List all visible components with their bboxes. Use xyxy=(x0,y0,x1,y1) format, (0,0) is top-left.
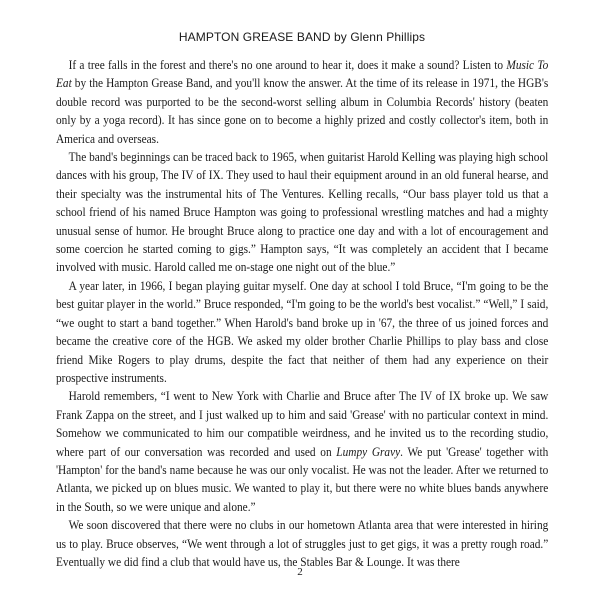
paragraph xyxy=(56,56,548,148)
paragraph-text: We soon discovered that there were no clubs in our hometown Atlanta area that were interested in hiring us to play. Bruce observes, “We went through a lot of struggles just to get gigs, it was a pretty rough road.” Eventually we did find a club that would have us, the Stables Bar & Lounge. It was there xyxy=(56,518,549,569)
paragraph-text: If a tree falls in the forest and there's no one around to hear it, does it make a sound? Listen to xyxy=(68,58,507,72)
paragraph xyxy=(56,148,548,277)
document-page xyxy=(56,30,548,571)
page-number: 2 xyxy=(297,566,303,578)
italic-title-text: Music To Eat xyxy=(56,58,549,91)
paragraph xyxy=(56,516,548,571)
paragraph-text: The band's beginnings can be traced back to 1965, when guitarist Harold Kelling was playing high school dances with his group, The IV of IX. They used to haul their equipment around in an old funeral hearse, and their specialty was the instrumental hits of The Ventures. Kelling recalls, “Our bass player told us that a school friend of his named Bruce Hampton was going to professional wrestling matches and had a mighty unusual sense of humor. He brought Bruce along to practice one day and with a lot of encouragement and some coercion he started coming to gigs.” Hampton says, “It was completely an accident that I became involved with music. Harold called me on-stage one night out of the blue.” xyxy=(56,150,549,275)
paragraph-text: . We put 'Grease' together with 'Hampton' for the band's name because he was our only vocalist. He was not the leader. After we returned to Atlanta, we picked up on blues music. We wanted to play it, but there were no white blues bands anywhere in the South, so we were unique and alone.” xyxy=(56,444,549,514)
document-body xyxy=(56,56,548,571)
paragraph-text: by the Hampton Grease Band, and you'll know the answer. At the time of its release in 1971, the HGB's double record was purported to be the second-worst selling album in Columbia Records' history (beaten only by a yoga record). It has since gone on to become a highly prized and costly collector's item, both in America and overseas. xyxy=(56,76,549,146)
paragraph-text: Harold remembers, “I went to New York with Charlie and Bruce after The IV of IX broke up. We saw Frank Zappa on the street, and I just walked up to him and said 'Grease' with no particular context in mind. Somehow we communicated to him our compatible weirdness, and he invited us to the recording studio, where part of our conversation was recorded and used on xyxy=(56,389,549,459)
paragraph xyxy=(56,387,548,516)
paragraph xyxy=(56,277,548,387)
paragraph-text: A year later, in 1966, I began playing guitar myself. One day at school I told Bruce, “I'm going to be the best guitar player in the world.” Bruce responded, “I'm going to be the world's best vocalist.” “Well,” I said, “we ought to start a band together.” When Harold's band broke up in '67, the three of us joined forces and became the creative core of the HGB. We asked my older brother Charlie Phillips to play bass and close friend Mike Rogers to play drums, despite the fact that neither of them had any experience on their prospective instruments. xyxy=(56,278,549,385)
document-title: HAMPTON GREASE BAND by Glenn Phillips xyxy=(178,30,426,44)
italic-title-text: Lumpy Gravy xyxy=(336,444,401,459)
